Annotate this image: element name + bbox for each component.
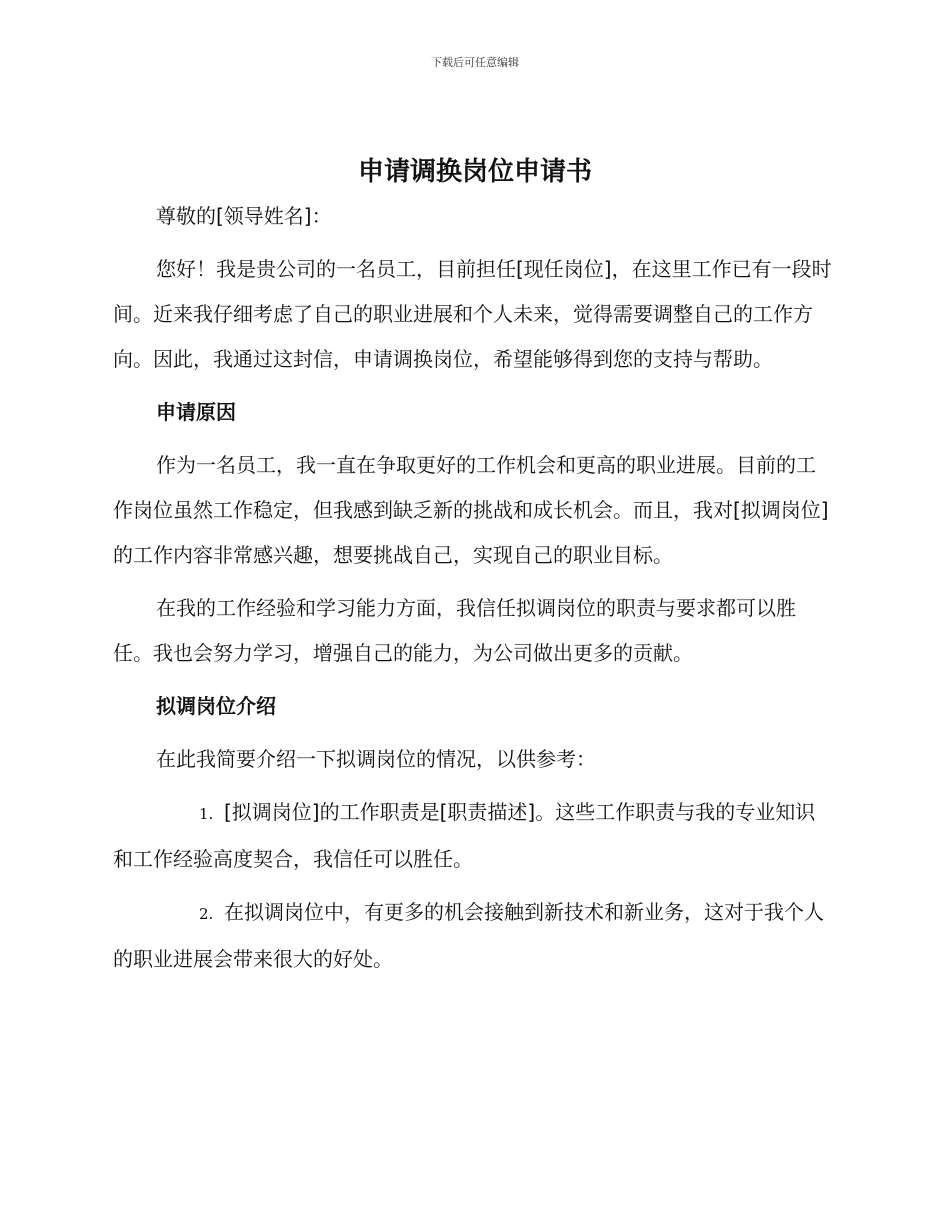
section-heading-reasons: 申请原因 <box>156 400 236 424</box>
list-item <box>113 790 835 882</box>
list-item-text: 在拟调岗位中，有更多的机会接触到新技术和新业务，这对于我个人的职业进展会带来很大的好处。 <box>113 900 824 971</box>
list-item-text: [拟调岗位]的工作职责是[职责描述]。这些工作职责与我的专业知识和工作经验高度契合，我信任可以胜任。 <box>113 800 816 871</box>
section-heading-position: 拟调岗位介绍 <box>156 694 276 718</box>
header-note: 下载后可任意编辑 <box>431 56 519 69</box>
intro-paragraph: 您好！我是贵公司的一名员工，目前担任[现任岗位]，在这里工作已有一段时间。近来我仔细考虑了自己的职业进展和个人未来，觉得需要调整自己的工作方向。因此，我通过这封信，申请调换岗位，希望能够得到您的支持与帮助。 <box>113 257 832 371</box>
reason-paragraph-2: 在我的工作经验和学习能力方面，我信任拟调岗位的职责与要求都可以胜任。我也会努力学习，增强自己的能力，为公司做出更多的贡献。 <box>113 596 796 665</box>
list-number: 2. <box>199 905 214 923</box>
salutation: 尊敬的[领导姓名]： <box>156 204 332 228</box>
document-title: 申请调换岗位申请书 <box>357 157 592 187</box>
list-number: 1. <box>199 805 214 823</box>
position-intro: 在此我简要介绍一下拟调岗位的情况，以供参考： <box>156 747 596 771</box>
list-item <box>113 890 835 982</box>
document-body <box>113 194 835 990</box>
reason-paragraph-1: 作为一名员工，我一直在争取更好的工作机会和更高的职业进展。目前的工作岗位虽然工作稳定，但我感到缺乏新的挑战和成长机会。而且，我对[拟调岗位]的工作内容非常感兴趣，想要挑战自己，实现自己的职业目标。 <box>113 453 829 567</box>
